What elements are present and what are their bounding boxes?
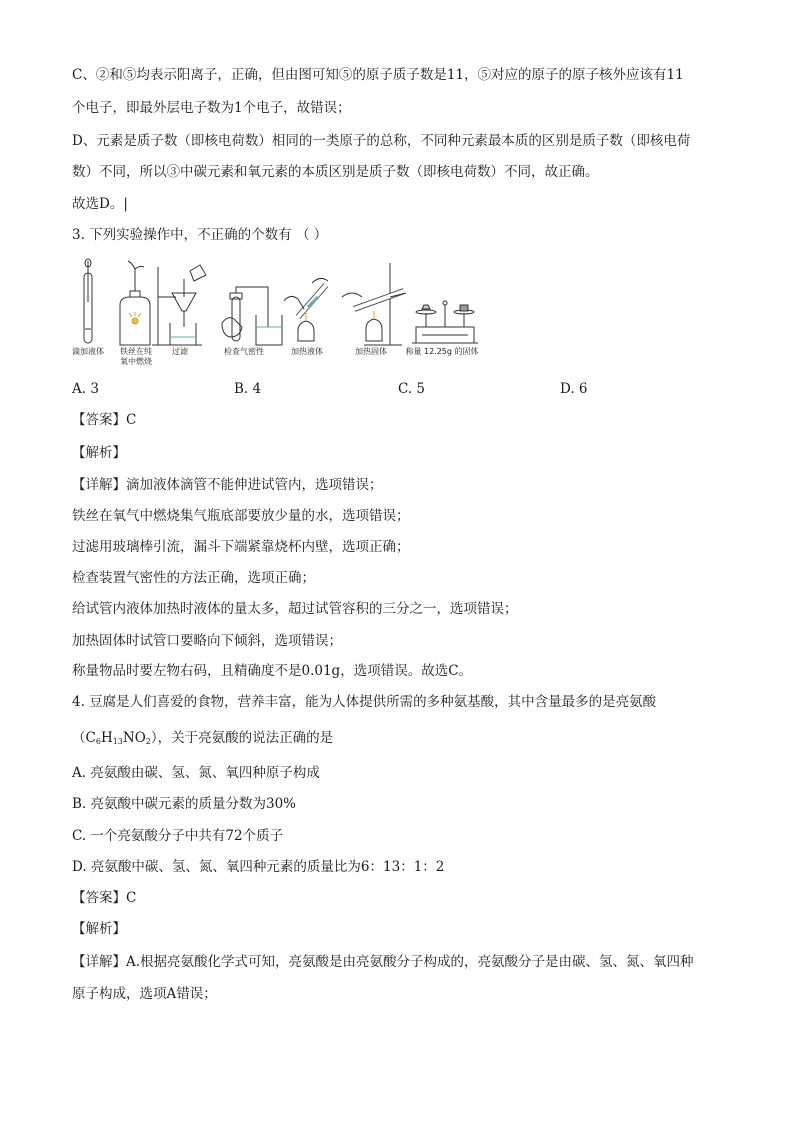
text-line: 检查装置气密性的方法正确，选项正确； xyxy=(72,570,315,586)
caption-heat-solid: 加热固体 xyxy=(355,347,387,356)
answer-q4: 【答案】C xyxy=(72,890,137,906)
option-4c: C. 一个亮氨酸分子中共有72个质子 xyxy=(72,828,284,844)
dropper-test-tube-illustration xyxy=(84,259,92,343)
iron-wire-jar-illustration xyxy=(120,261,150,345)
answer-q3: 【答案】C xyxy=(72,412,137,428)
text-line: 【详解】滴加液体滴管不能伸进试管内，选项错误； xyxy=(72,477,383,493)
option-4a: A. 亮氨酸由碳、氢、氮、氧四种原子构成 xyxy=(72,765,320,781)
text-line: 原子构成，选项A错误； xyxy=(72,986,217,1002)
text-line: 【详解】A.根据亮氨酸化学式可知，亮氨酸是由亮氨酸分子构成的，亮氨酸分子是由碳、氢、氮、氧四种 xyxy=(72,954,694,970)
text-line: 故选D。| xyxy=(72,196,128,212)
caption-dropper: 滴加液体 xyxy=(72,347,104,356)
caption-weighing: 称量 12.25g 的固体 xyxy=(405,347,479,356)
lab-operations-figure xyxy=(72,257,482,369)
text-line: 加热固体时试管口要略向下倾斜，选项错误； xyxy=(72,633,342,649)
text-line: C、②和⑤均表示阳离子，正确，但由图可知⑤的原子质子数是11，⑤对应的原子的原子核外应该有11 xyxy=(72,67,684,83)
text-line: 给试管内液体加热时液体的量太多，超过试管容积的三分之一，选项错误； xyxy=(72,601,518,617)
airtight-check-illustration xyxy=(222,287,282,345)
heating-liquid-illustration xyxy=(284,278,328,341)
option-4b: B. 亮氨酸中碳元素的质量分数为30% xyxy=(72,796,297,812)
caption-iron-wire-2: 氧中燃烧 xyxy=(120,357,152,366)
option-4d: D. 亮氨酸中碳、氢、氮、氧四种元素的质量比为6：13：1：2 xyxy=(72,859,445,875)
text-line: 数）不同，所以③中碳元素和氧元素的本质区别是质子数（即核电荷数）不同，故正确。 xyxy=(72,164,599,180)
text-line: 过滤用玻璃棒引流，漏斗下端紧靠烧杯内壁，选项正确； xyxy=(72,539,410,555)
filtration-illustration xyxy=(152,265,206,345)
question-4: 4. 豆腐是人们喜爱的食物，营养丰富，能为人体提供所需的多种氨基酸，其中含量最多的是亮氨酸 xyxy=(72,694,657,710)
text-line: 个电子，即最外层电子数为1个电子，故错误； xyxy=(72,100,351,116)
caption-airtight: 检查气密性 xyxy=(224,347,264,356)
analysis-label-q3: 【解析】 xyxy=(72,445,126,461)
caption-iron-wire-1: 铁丝在纯 xyxy=(120,347,152,356)
question-3: 3. 下列实验操作中，不正确的个数有 （ ） xyxy=(72,227,328,243)
option-b: B. 4 xyxy=(234,381,262,397)
analysis-label-q4: 【解析】 xyxy=(72,921,126,937)
text-line: 称量物品时要左物右码，且精确度不是0.01g，选项错误。故选C。 xyxy=(72,663,473,679)
balance-illustration xyxy=(412,301,478,343)
formula-line: $(C_6H_{13}NO_2)$，关于亮氨酸的说法正确的是 xyxy=(72,730,334,746)
option-c: C. 5 xyxy=(398,381,426,397)
option-a: A. 3 xyxy=(72,381,99,397)
text-line: 铁丝在氧气中燃烧集气瓶底部要放少量的水，选项错误； xyxy=(72,508,410,524)
caption-heat-liquid: 加热液体 xyxy=(291,347,323,356)
caption-filtration: 过滤 xyxy=(172,347,188,356)
text-line: D、元素是质子数（即核电荷数）相同的一类原子的总称，不同种元素最本质的区别是质子数（即核电荷 xyxy=(72,133,691,149)
option-d: D. 6 xyxy=(560,381,588,397)
heating-solid-illustration xyxy=(342,263,406,345)
